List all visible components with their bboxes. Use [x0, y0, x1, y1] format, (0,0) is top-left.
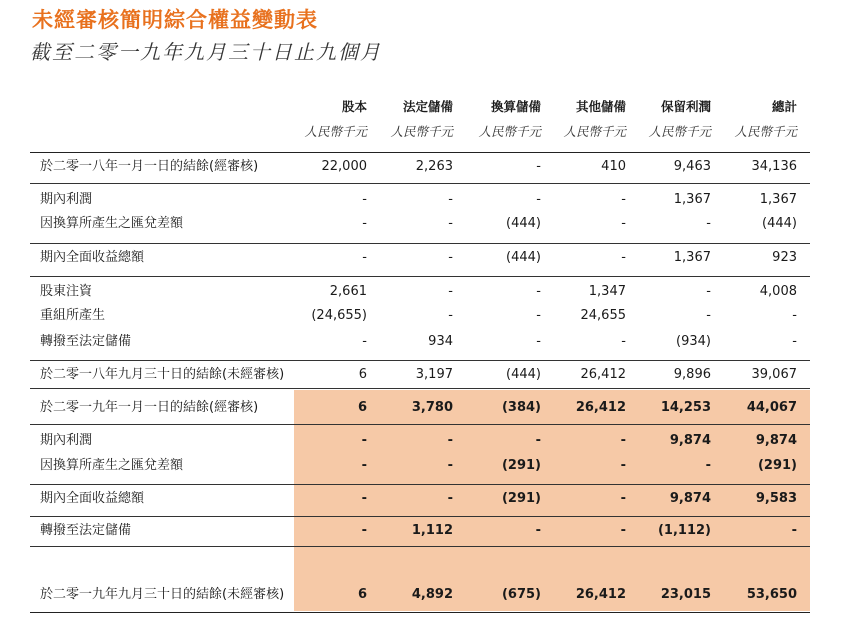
- row-label: 於二零一九年九月三十日的結餘(未經審核): [40, 587, 285, 602]
- table-cell: -: [621, 334, 626, 349]
- table-cell: 14,253: [660, 400, 711, 415]
- table-rule: [30, 243, 810, 244]
- column-unit: 人民幣千元: [648, 124, 711, 139]
- table-rule: [30, 276, 810, 277]
- table-cell: -: [792, 308, 797, 323]
- table-cell: -: [447, 458, 453, 473]
- statement-subtitle: 截至二零一九年九月三十日止九個月: [30, 40, 382, 64]
- table-cell: 34,136: [751, 159, 797, 174]
- table-cell: (24,655): [311, 308, 367, 323]
- table-cell: 1,347: [588, 284, 626, 299]
- column-header: 股本: [341, 99, 367, 114]
- table-cell: (291): [757, 458, 797, 473]
- table-cell: -: [448, 192, 453, 207]
- row-label: 因換算所產生之匯兌差額: [40, 458, 184, 473]
- table-cell: (444): [762, 216, 797, 231]
- table-cell: -: [621, 192, 626, 207]
- table-cell: 4,008: [759, 284, 797, 299]
- table-cell: 9,896: [673, 367, 711, 382]
- table-cell: -: [706, 216, 711, 231]
- table-cell: 22,000: [321, 159, 367, 174]
- table-cell: (1,112): [657, 523, 711, 538]
- row-label: 期內利潤: [40, 192, 93, 207]
- row-label: 因換算所產生之匯兌差額: [40, 216, 184, 231]
- table-cell: 1,112: [411, 523, 453, 538]
- table-cell: 410: [601, 159, 626, 174]
- table-cell: -: [448, 250, 453, 265]
- row-label: 於二零一九年一月一日的結餘(經審核): [40, 400, 259, 415]
- table-cell: -: [706, 284, 711, 299]
- table-cell: 934: [428, 334, 453, 349]
- table-cell: (444): [506, 216, 541, 231]
- table-cell: (291): [501, 491, 541, 506]
- table-cell: -: [448, 284, 453, 299]
- row-label: 轉撥至法定儲備: [40, 523, 132, 538]
- table-cell: -: [448, 216, 453, 231]
- table-cell: 23,015: [660, 587, 711, 602]
- table-cell: -: [706, 308, 711, 323]
- row-label: 股東注資: [40, 284, 93, 299]
- table-cell: -: [536, 308, 541, 323]
- table-cell: -: [362, 192, 367, 207]
- table-cell: 26,412: [575, 587, 626, 602]
- table-cell: 9,583: [755, 491, 797, 506]
- table-cell: 1,367: [673, 192, 711, 207]
- table-cell: -: [791, 523, 797, 538]
- table-cell: (934): [676, 334, 711, 349]
- table-cell: -: [621, 250, 626, 265]
- column-unit: 人民幣千元: [304, 124, 367, 139]
- table-cell: -: [362, 216, 367, 231]
- row-label: 期內全面收益總額: [40, 250, 145, 265]
- table-cell: 39,067: [751, 367, 797, 382]
- table-rule: [30, 388, 810, 389]
- table-cell: (444): [506, 367, 541, 382]
- table-cell: 6: [358, 367, 367, 382]
- table-cell: 3,780: [411, 400, 453, 415]
- table-cell: 53,650: [746, 587, 797, 602]
- table-rule: [30, 546, 810, 547]
- table-cell: -: [535, 433, 541, 448]
- table-rule: [30, 424, 810, 425]
- table-cell: -: [620, 523, 626, 538]
- table-cell: 44,067: [746, 400, 797, 415]
- table-cell: (675): [501, 587, 541, 602]
- table-cell: -: [362, 334, 367, 349]
- column-unit: 人民幣千元: [734, 124, 797, 139]
- table-cell: -: [447, 491, 453, 506]
- row-label: 期內全面收益總額: [40, 491, 145, 506]
- table-cell: -: [792, 334, 797, 349]
- table-rule: [30, 152, 810, 153]
- table-cell: 2,263: [415, 159, 453, 174]
- table-cell: -: [620, 458, 626, 473]
- table-cell: 923: [772, 250, 797, 265]
- table-cell: -: [361, 523, 367, 538]
- table-cell: -: [705, 458, 711, 473]
- table-cell: 6: [357, 587, 367, 602]
- table-cell: -: [362, 250, 367, 265]
- table-rule: [30, 183, 810, 184]
- column-header: 保留利潤: [660, 99, 711, 114]
- table-cell: (291): [501, 458, 541, 473]
- table-cell: -: [447, 433, 453, 448]
- table-cell: 9,874: [755, 433, 797, 448]
- table-cell: (444): [506, 250, 541, 265]
- table-cell: -: [536, 284, 541, 299]
- column-header: 總計: [771, 99, 797, 114]
- table-cell: -: [620, 433, 626, 448]
- table-cell: -: [361, 458, 367, 473]
- table-cell: 4,892: [411, 587, 453, 602]
- table-cell: 26,412: [575, 400, 626, 415]
- table-cell: -: [361, 491, 367, 506]
- table-cell: -: [448, 308, 453, 323]
- table-cell: (384): [501, 400, 541, 415]
- table-cell: -: [620, 491, 626, 506]
- table-rule: [30, 484, 810, 485]
- statement-title: 未經審核簡明綜合權益變動表: [32, 8, 318, 32]
- column-unit: 人民幣千元: [563, 124, 626, 139]
- table-cell: 3,197: [415, 367, 453, 382]
- table-cell: -: [361, 433, 367, 448]
- row-label: 於二零一八年一月一日的結餘(經審核): [40, 159, 259, 174]
- column-header: 其他儲備: [575, 99, 626, 114]
- table-cell: 26,412: [580, 367, 626, 382]
- column-header: 法定儲備: [402, 99, 453, 114]
- row-label: 於二零一八年九月三十日的結餘(未經審核): [40, 367, 285, 382]
- table-cell: 2,661: [329, 284, 367, 299]
- table-cell: -: [621, 216, 626, 231]
- table-cell: 24,655: [580, 308, 626, 323]
- column-unit: 人民幣千元: [478, 124, 541, 139]
- table-cell: 9,463: [673, 159, 711, 174]
- table-rule: [30, 612, 810, 613]
- table-cell: 6: [357, 400, 367, 415]
- table-rule: [30, 516, 810, 517]
- row-label: 轉撥至法定儲備: [40, 334, 132, 349]
- table-cell: 1,367: [673, 250, 711, 265]
- table-cell: 9,874: [669, 491, 711, 506]
- column-header: 換算儲備: [490, 99, 541, 114]
- table-rule: [30, 360, 810, 361]
- row-label: 期內利潤: [40, 433, 93, 448]
- table-cell: -: [535, 523, 541, 538]
- table-cell: 1,367: [759, 192, 797, 207]
- table-cell: -: [536, 334, 541, 349]
- table-cell: -: [536, 159, 541, 174]
- column-unit: 人民幣千元: [390, 124, 453, 139]
- table-cell: -: [536, 192, 541, 207]
- table-cell: 9,874: [669, 433, 711, 448]
- row-label: 重組所產生: [40, 308, 106, 323]
